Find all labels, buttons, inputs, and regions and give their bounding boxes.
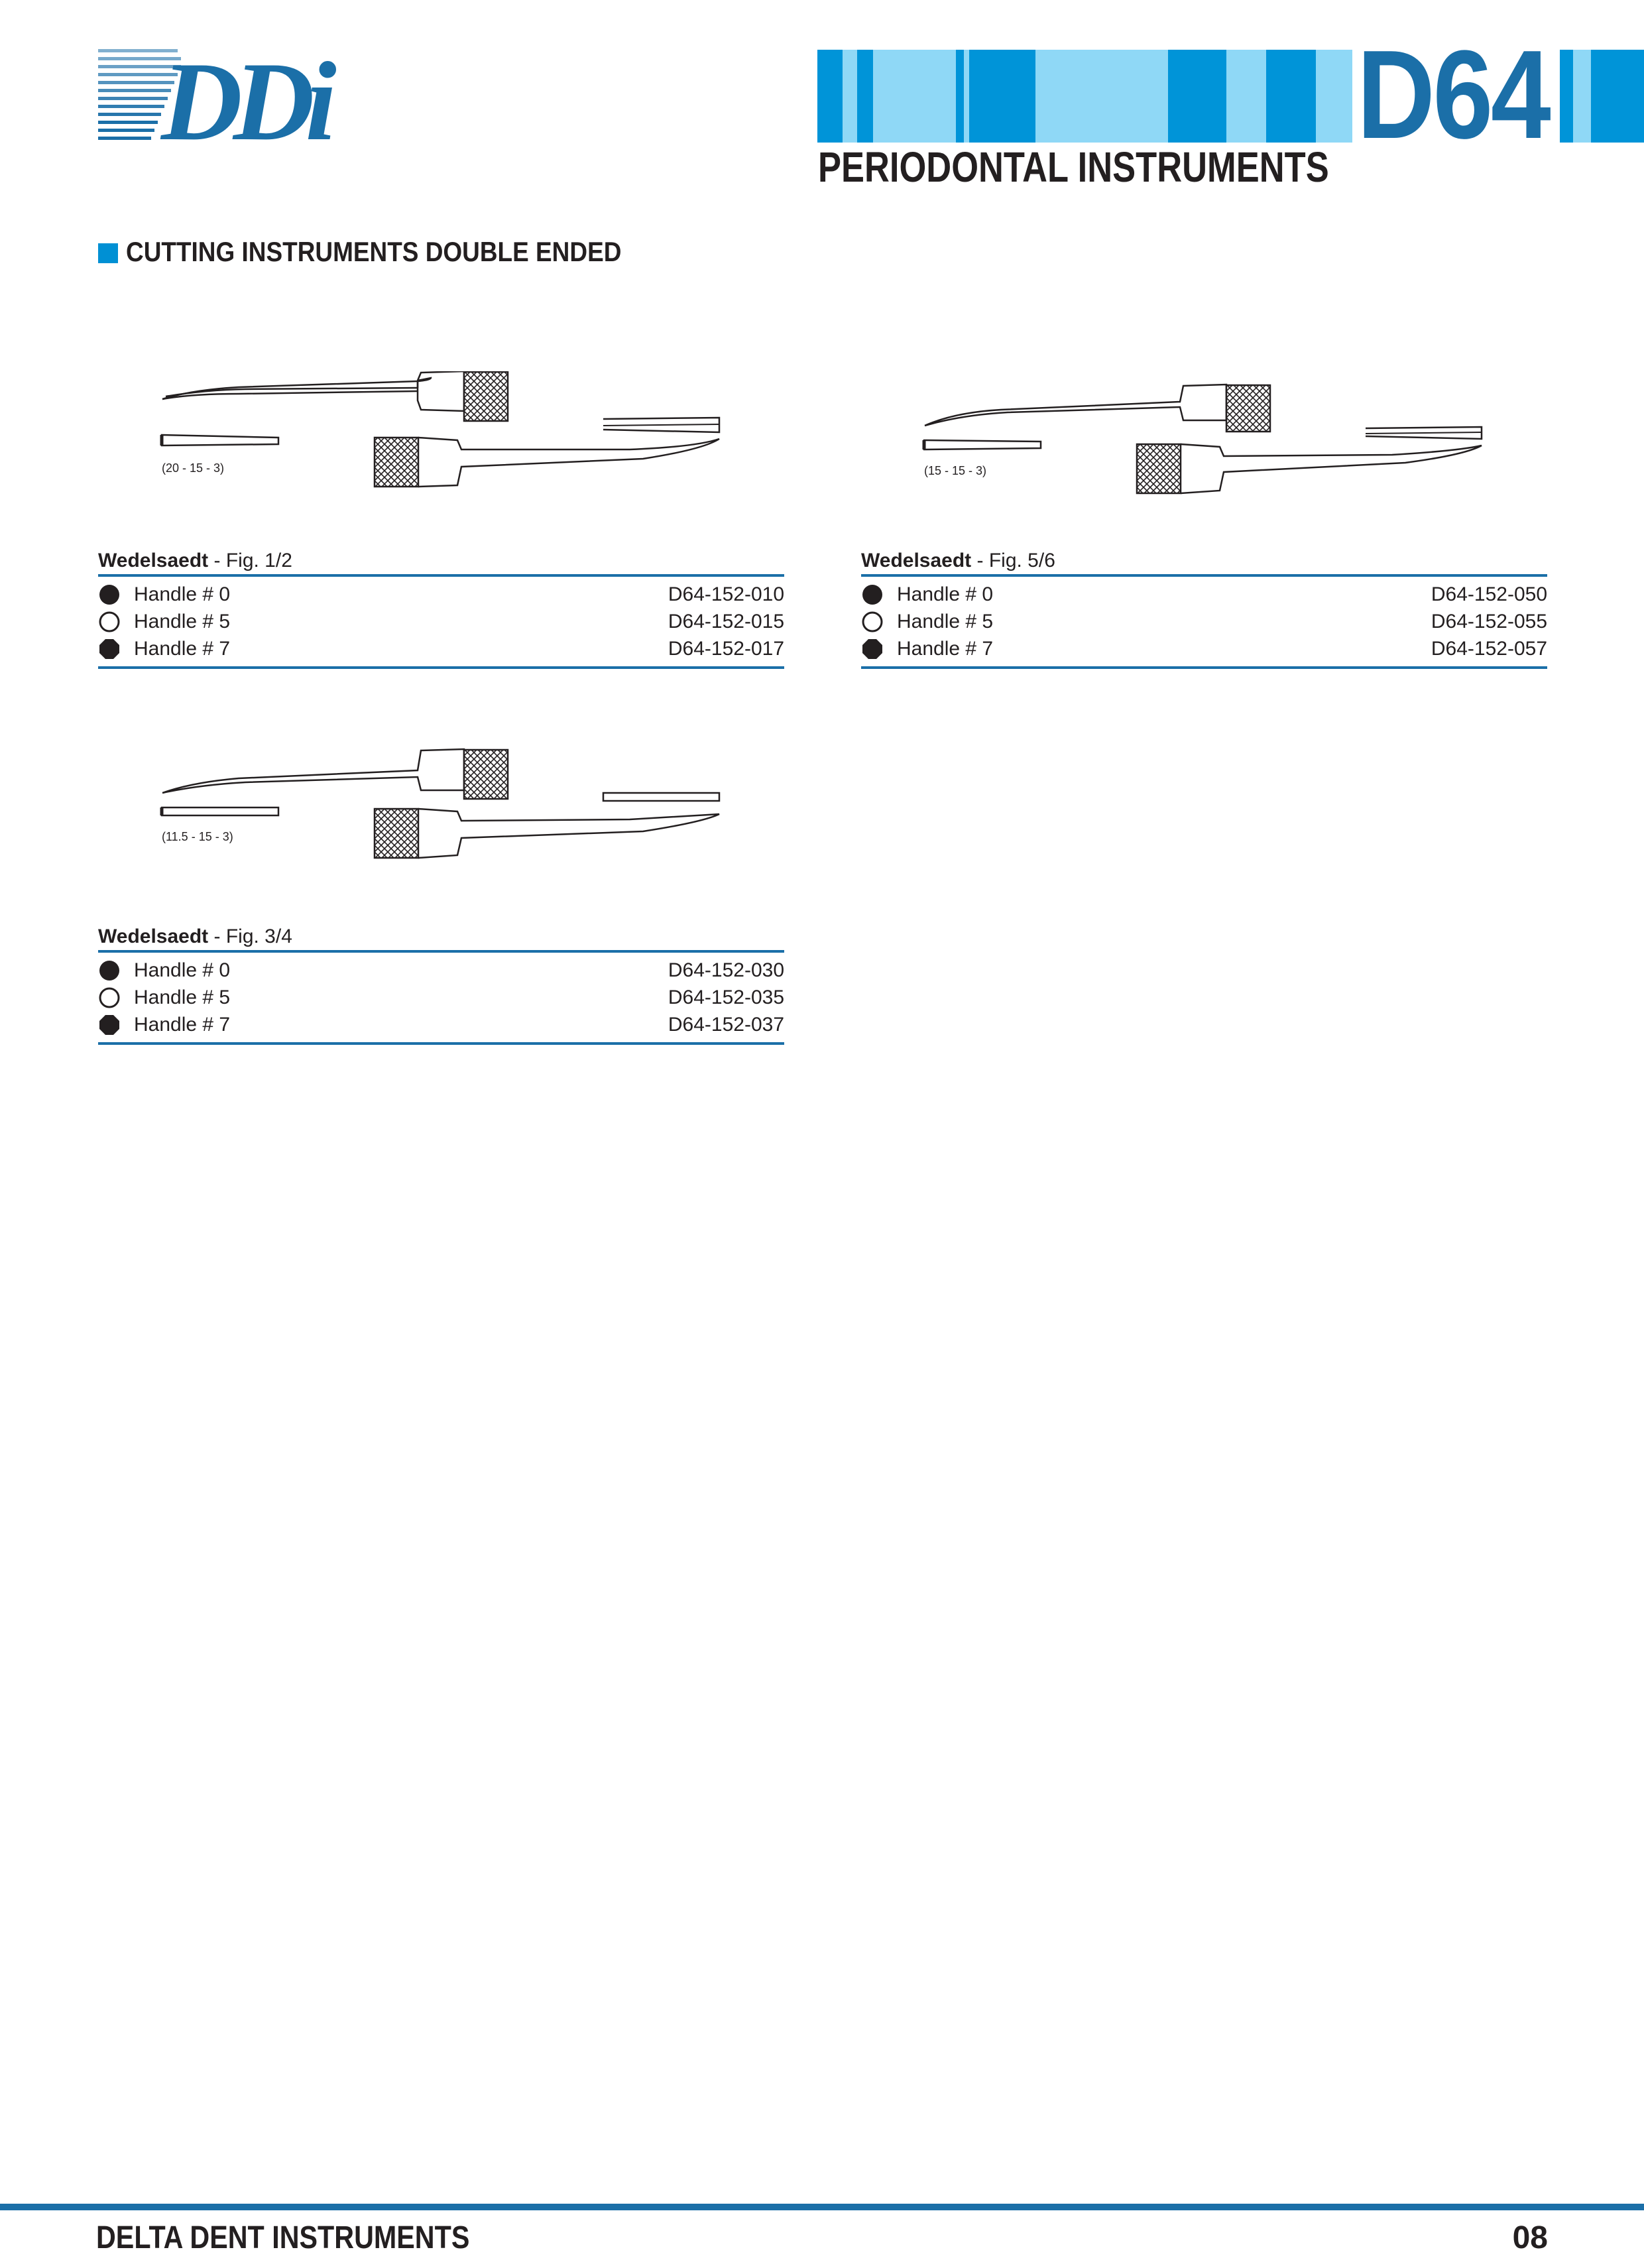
- dims-label: (20 - 15 - 3): [162, 461, 225, 475]
- ddi-logo: [98, 46, 350, 146]
- figure-ref: - Fig. 3/4: [208, 925, 292, 947]
- instrument-drawing-fig-3-4: [152, 743, 736, 875]
- handle-label: Handle # 0: [134, 959, 231, 981]
- section-bullet-icon: [98, 243, 118, 263]
- product-row: [98, 1011, 784, 1038]
- empty-circle-icon: [98, 611, 121, 633]
- filled-circle-icon: [98, 959, 121, 982]
- empty-circle-icon: [98, 986, 121, 1009]
- handle-label: Handle # 0: [897, 583, 994, 605]
- product-heading: [98, 548, 784, 577]
- page-number: 08: [1512, 2220, 1548, 2255]
- page-title: PERIODONTAL INSTRUMENTS: [818, 143, 1329, 191]
- product-code: D64-152-050: [1431, 583, 1547, 605]
- product-code: D64-152-057: [1431, 637, 1547, 660]
- product-heading: [98, 924, 784, 953]
- section-title: CUTTING INSTRUMENTS DOUBLE ENDED: [126, 236, 622, 267]
- product-code: D64-152-055: [1431, 610, 1547, 632]
- product-name: Wedelsaedt: [98, 925, 209, 947]
- handle-label: Handle # 5: [134, 610, 231, 632]
- product-code: D64-152-010: [668, 583, 784, 605]
- product-code: D64-152-015: [668, 610, 784, 632]
- footer-rule: [0, 2204, 1644, 2210]
- filled-octagon-icon: [98, 638, 121, 660]
- product-code: D64-152-035: [668, 986, 784, 1008]
- handle-label: Handle # 7: [897, 637, 994, 660]
- product-name: Wedelsaedt: [861, 550, 972, 571]
- product-row: [98, 957, 784, 984]
- instrument-drawing-fig-5-6: [915, 378, 1498, 510]
- footer-company: DELTA DENT INSTRUMENTS: [96, 2220, 470, 2255]
- product-row: [98, 608, 784, 635]
- filled-octagon-icon: [98, 1014, 121, 1036]
- product-row: [861, 635, 1547, 662]
- chapter-code: D64: [1352, 38, 1553, 151]
- product-row: [98, 635, 784, 662]
- product-name: Wedelsaedt: [98, 550, 209, 571]
- product-table-fig-5-6: [861, 548, 1547, 669]
- handle-label: Handle # 0: [134, 583, 231, 605]
- filled-octagon-icon: [861, 638, 884, 660]
- handle-label: Handle # 7: [134, 637, 231, 660]
- instrument-drawing-fig-1-2: [152, 371, 736, 504]
- figure-ref: - Fig. 1/2: [208, 550, 292, 571]
- product-code: D64-152-037: [668, 1013, 784, 1036]
- handle-label: Handle # 7: [134, 1013, 231, 1036]
- filled-circle-icon: [861, 583, 884, 606]
- filled-circle-icon: [98, 583, 121, 606]
- product-table-fig-1-2: [98, 548, 784, 669]
- product-code: D64-152-030: [668, 959, 784, 981]
- figure-ref: - Fig. 5/6: [971, 550, 1055, 571]
- dims-label: (15 - 15 - 3): [924, 464, 987, 477]
- product-row: [98, 984, 784, 1011]
- logo-text: DDi: [161, 46, 327, 146]
- empty-circle-icon: [861, 611, 884, 633]
- product-table-fig-3-4: [98, 924, 784, 1045]
- handle-label: Handle # 5: [897, 610, 994, 632]
- handle-label: Handle # 5: [134, 986, 231, 1008]
- product-code: D64-152-017: [668, 637, 784, 660]
- product-heading: [861, 548, 1547, 577]
- product-row: [98, 581, 784, 608]
- product-row: [861, 581, 1547, 608]
- product-row: [861, 608, 1547, 635]
- dims-label: (11.5 - 15 - 3): [162, 830, 233, 843]
